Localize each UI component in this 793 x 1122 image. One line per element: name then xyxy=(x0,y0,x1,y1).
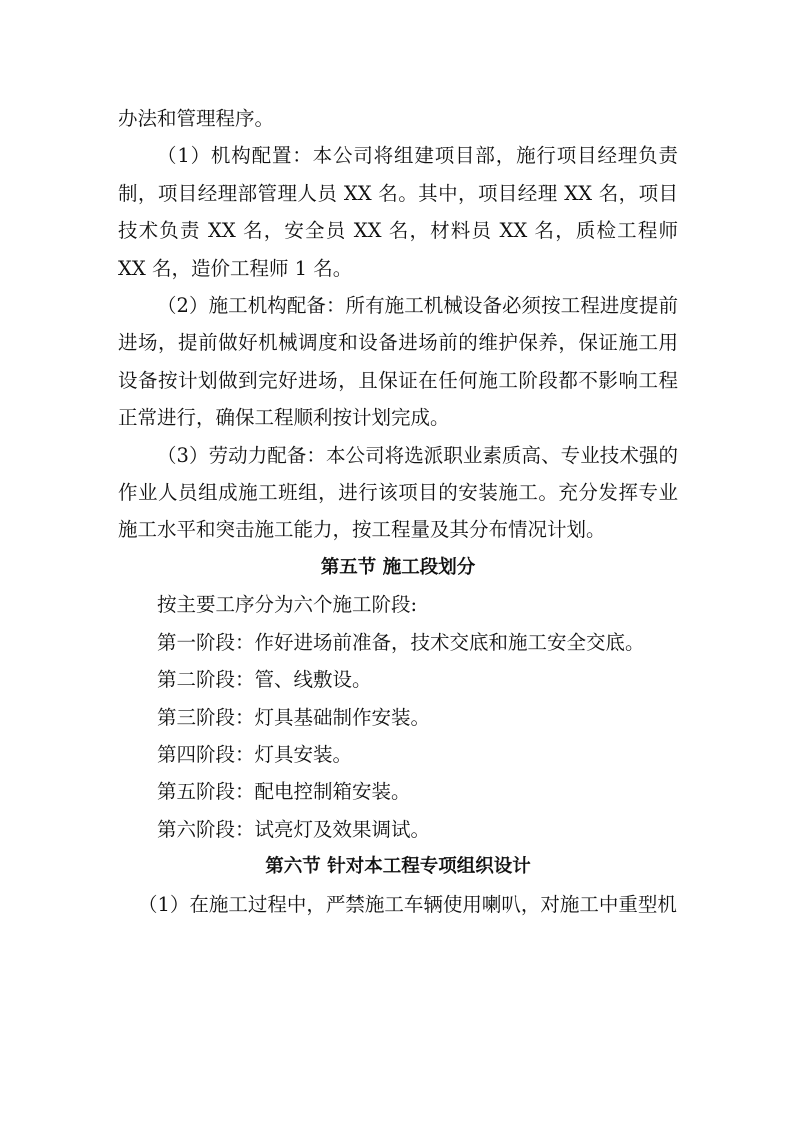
stage-item-4: 第四阶段：灯具安装。 xyxy=(157,742,353,766)
stages-intro: 按主要工序分为六个施工阶段: xyxy=(157,593,418,617)
section-heading-5: 第五节 施工段划分 xyxy=(320,556,476,578)
stage-item-5: 第五阶段：配电控制箱安装。 xyxy=(157,780,411,804)
stage-item-1: 第一阶段：作好进场前准备，技术交底和施工安全交底。 xyxy=(157,630,645,654)
paragraph-labor-allocation: （3）劳动力配备：本公司将选派职业素质高、专业技术强的作业人员组成施工班组，进行该项目的安装施工。充分发挥专业施工水平和突击施工能力，按工程量及其分布情况计划。 xyxy=(118,443,678,542)
paragraph-continuation: 办法和管理程序。 xyxy=(118,107,275,130)
stage-item-3: 第三阶段：灯具基础制作安装。 xyxy=(157,705,431,729)
stage-item-2: 第二阶段：管、线敷设。 xyxy=(157,668,372,692)
paragraph-organization-setup: （1）机构配置：本公司将组建项目部，施行项目经理负责制，项目经理部管理人员 XX 名。其中，项目经理 XX 名，项目技术负责 XX 名，安全员 XX 名，材料员 XX 名，质检工程师 XX 名，造价工程师 1 名。 xyxy=(118,144,678,280)
section-heading-6: 第六节 针对本工程专项组织设计 xyxy=(265,856,531,878)
paragraph-equipment-allocation: （2）施工机构配备：所有施工机械设备必须按工程进度提前进场，提前做好机械调度和设备进场前的维护保养，保证施工用设备按计划做到完好进场，且保证在任何施工阶段都不影响工程正常进行，确保工程顺利按计划完成。 xyxy=(118,294,678,430)
stage-item-6: 第六阶段：试亮灯及效果调试。 xyxy=(157,817,431,841)
document-page xyxy=(118,100,678,923)
paragraph-section6-item1: （1）在施工过程中，严禁施工车辆使用喇叭，对施工中重型机 xyxy=(138,892,677,916)
